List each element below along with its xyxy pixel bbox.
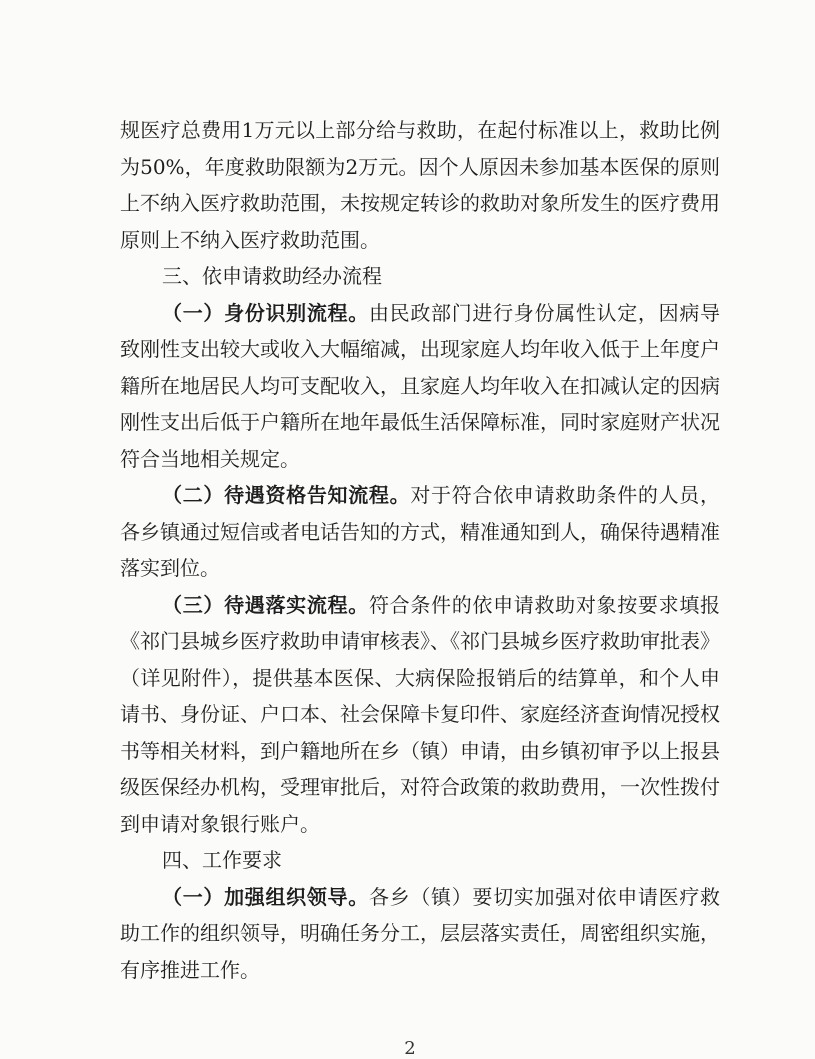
page-number: 2	[404, 1038, 416, 1059]
paragraph-implement-lead: （三）待遇落实流程。	[162, 592, 369, 617]
paragraph-notice-text: 对于符合依申请救助条件的人员，各乡镇通过短信或者电话告知的方式，精准通知到人，确保待遇精准落实到位。	[120, 483, 721, 580]
paragraph-notice-lead: （二）待遇资格告知流程。	[162, 483, 411, 507]
section-heading-3-text: 三、依申请救助经办流程	[162, 264, 382, 288]
paragraph-leadership	[120, 879, 720, 989]
section-heading-4-text: 四、工作要求	[162, 848, 282, 872]
paragraph-1-text: 规医疗总费用1万元以上部分给与救助，在起付标准以上，救助比例为50%，年度救助限额为2万元。因个人原因未参加基本医保的原则上不纳入医疗救助范围，未按规定转诊的救助对象所发生的医疗费用原则上不纳入医疗救助范围。	[120, 118, 720, 252]
paragraph-identity-text: 由民政部门进行身份属性认定，因病导致刚性支出较大或收入大幅缩减，出现家庭人均年收入低于上年度户籍所在地居民人均可支配收入，且家庭人均年收入在扣减认定的因病刚性支出后低于户籍所在地年最低生活保障标准，同时家庭财产状况符合当地相关规定。	[120, 300, 721, 471]
paragraph-identity-lead: （一）身份识别流程。	[162, 300, 369, 325]
paragraph-1	[120, 112, 720, 258]
paragraph-leadership-lead: （一）加强组织领导。	[162, 884, 369, 909]
section-heading-4	[120, 842, 720, 879]
document-body	[120, 112, 720, 988]
paragraph-notice	[120, 477, 720, 587]
paragraph-leadership-text: 各乡（镇）要切实加强对依申请医疗救助工作的组织领导，明确任务分工，层层落实责任，周密组织实施，有序推进工作。	[120, 884, 721, 982]
section-heading-3	[120, 258, 720, 295]
paragraph-implement	[120, 587, 720, 843]
paragraph-implement-text: 符合条件的依申请救助对象按要求填报《祁门县城乡医疗救助申请审核表》、《祁门县城乡医疗救助审批表》（详见附件），提供基本医保、大病保险报销后的结算单，和个人申请书、身份证、户口本、社会保障卡复印件、家庭经济查询情况授权书等相关材料，到户籍地所在乡（镇）申请，由乡镇初审予以上报县级医保经办机构，受理审批后，对符合政策的救助费用，一次性拨付到申请对象银行账户。	[120, 592, 721, 836]
paragraph-identity	[120, 295, 720, 478]
